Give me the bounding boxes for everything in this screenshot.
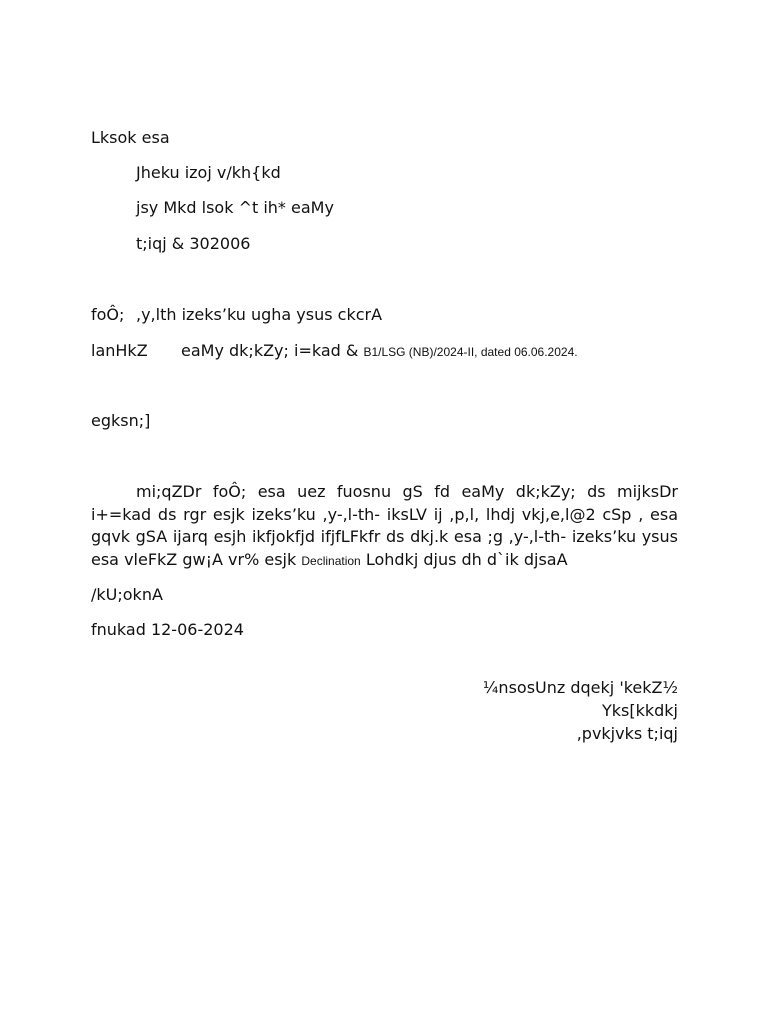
body-text-part-2: Lohdkj djus dh d`ik djsaA [365,549,568,569]
reference-line [91,341,578,362]
addressee-line-3: t;iqj & 302006 [136,234,251,253]
addressee-line-2: jsy Mkd lsok ^t ih* eaMy [136,198,334,217]
body-paragraph [91,481,678,572]
closing: /kU;oknA [91,585,163,604]
signature-office: ,pvkjvks t;iqj [576,724,678,743]
addressee-salutation: Lksok esa [91,128,170,147]
letter-page [91,0,678,1024]
greeting: egksn;] [91,411,151,430]
letter-date: fnukad 12-06-2024 [91,620,244,639]
subject-label: foÔ; [91,305,125,324]
reference-text: eaMy dk;kZy; i=kad & [181,341,359,360]
body-text-part-1: mi;qZDr foÔ; esa uez fuosnu gS fd eaMy dk;kZy; ds mijksDr i+=kad ds rgr esjk izeks’ku ,y-,l-th- iksLV ij ,p,l, lhdj vkj,e,l@2 cSp , esa gqvk gSA ijarq esjh ikfjokfjd ifjfLFkfr ds dkj.k esa ;g ,y-,l-th- izeks’ku ysus esa vleFkZ gw¡A vr% esjk [91,482,678,569]
signature-name: ¼nsosUnz dqekj 'kekZ½ [482,678,678,697]
subject-text: ,y,lth izeks’ku ugha ysus ckcrA [136,305,383,324]
reference-code: B1/LSG (NB)/2024-II, dated 06.06.2024. [363,345,578,359]
reference-label: lanHkZ [91,341,148,360]
addressee-line-1: Jheku izoj v/kh{kd [136,163,281,182]
body-term: Declination [301,553,361,568]
subject-line [91,305,382,325]
signature-designation: Yks[kkdkj [601,701,678,720]
